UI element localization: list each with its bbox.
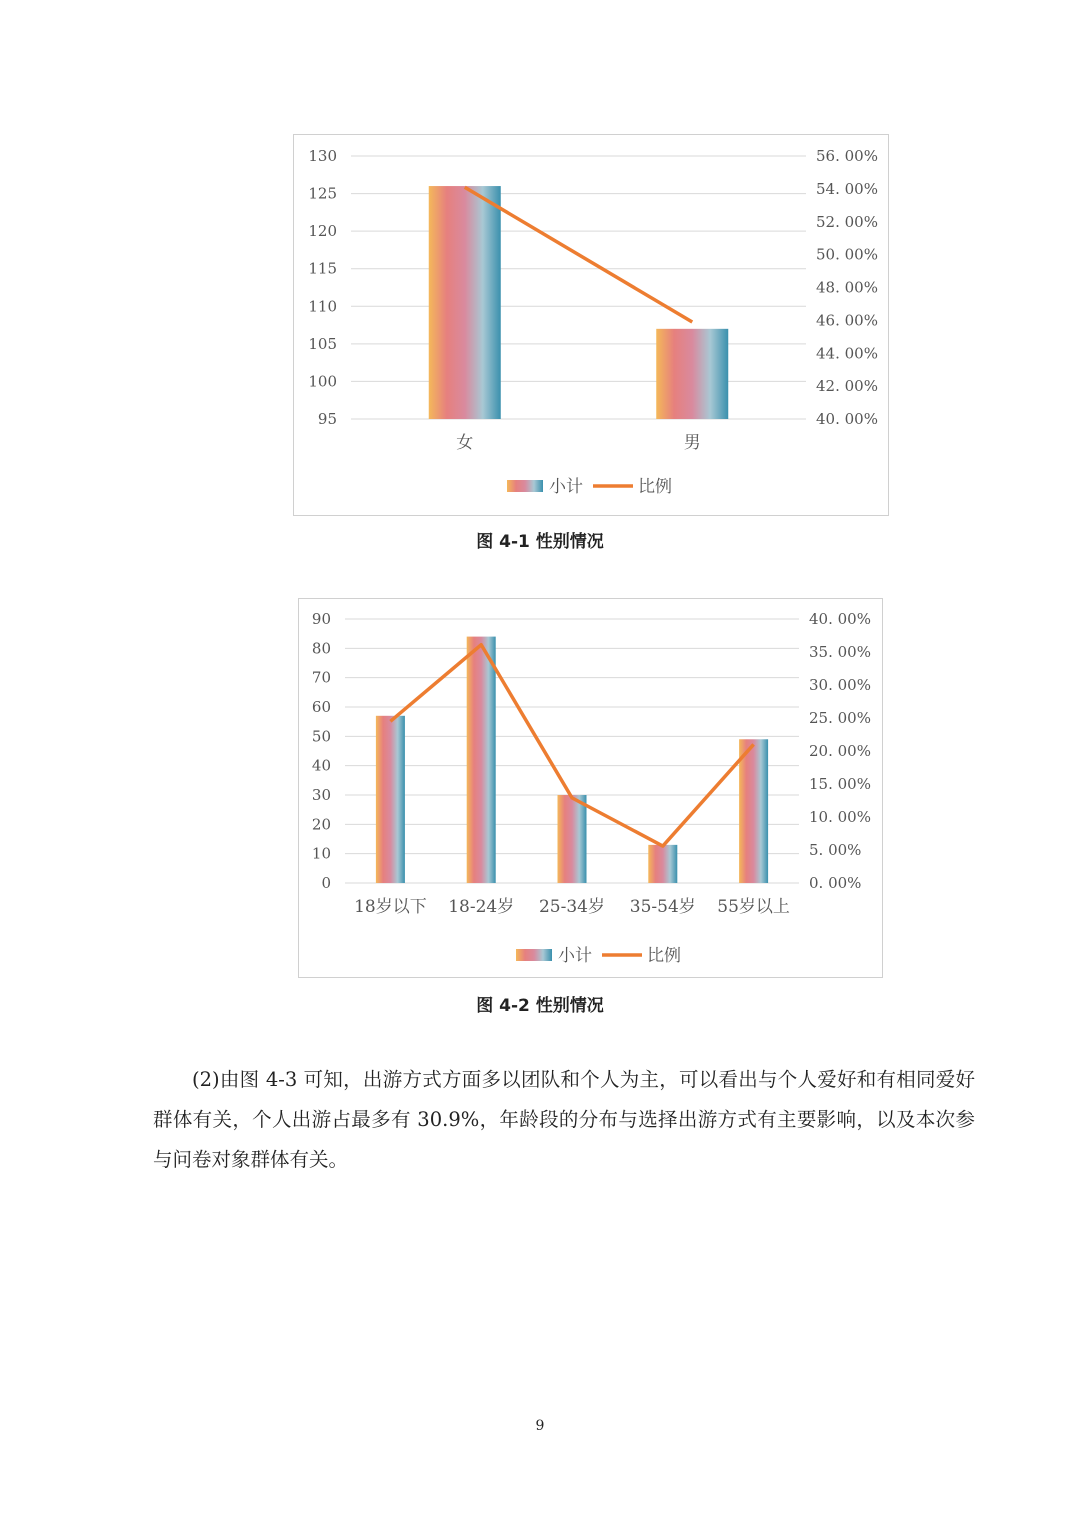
y-right-tick-label: 5. 00% <box>809 841 862 859</box>
x-tick-label: 女 <box>456 433 474 453</box>
figure-caption-4-2: 图 4-2 性别情况 <box>476 996 604 1016</box>
legend-bar-swatch <box>507 480 543 492</box>
y-left-tick-label: 120 <box>308 222 337 241</box>
y-left-tick-label: 90 <box>311 610 331 628</box>
bar <box>656 329 728 419</box>
bar <box>376 716 405 883</box>
y-left-tick-label: 70 <box>311 668 331 687</box>
y-left-tick-label: 130 <box>308 147 337 165</box>
chart-age-svg <box>299 599 884 979</box>
y-left-tick-label: 20 <box>311 815 331 834</box>
y-right-tick-label: 56. 00% <box>816 147 878 165</box>
y-right-tick-label: 10. 00% <box>809 808 871 826</box>
chart-gender-svg <box>294 135 890 517</box>
y-right-tick-label: 48. 00% <box>816 278 878 297</box>
y-right-tick-label: 15. 00% <box>809 775 871 793</box>
y-right-tick-label: 40. 00% <box>809 610 871 628</box>
bar <box>558 795 587 883</box>
y-left-tick-label: 100 <box>308 372 337 391</box>
y-right-tick-label: 46. 00% <box>816 311 878 330</box>
y-left-tick-label: 40 <box>311 756 331 775</box>
legend-label-line: 比例 <box>647 946 681 966</box>
y-right-tick-label: 40. 00% <box>816 410 878 428</box>
y-left-tick-label: 115 <box>308 259 337 278</box>
y-left-tick-label: 95 <box>317 410 337 428</box>
y-left-tick-label: 10 <box>311 844 331 863</box>
legend-label-bar: 小计 <box>558 946 592 966</box>
y-right-tick-label: 30. 00% <box>809 676 871 694</box>
body-paragraph: (2)由图 4-3 可知，出游方式方面多以团队和个人为主，可以看出与个人爱好和有相同爱好群体有关，个人出游占最多有 30.9%，年龄段的分布与选择出游方式有主要影响，以及本次参与问卷对象群体有关。 <box>153 1068 975 1171</box>
legend-bar-swatch <box>516 949 552 961</box>
y-right-tick-label: 50. 00% <box>816 245 878 264</box>
y-left-tick-label: 110 <box>308 297 337 316</box>
bar <box>739 739 768 883</box>
y-right-tick-label: 42. 00% <box>816 377 878 396</box>
y-left-tick-label: 60 <box>311 698 331 716</box>
y-right-tick-label: 25. 00% <box>809 709 871 727</box>
y-right-tick-label: 54. 00% <box>816 179 878 198</box>
y-right-tick-label: 44. 00% <box>816 344 878 363</box>
bar <box>467 637 496 883</box>
legend-label-line: 比例 <box>638 477 672 497</box>
y-left-tick-label: 105 <box>308 334 337 353</box>
x-tick-label: 35-54岁 <box>629 897 696 917</box>
x-tick-label: 55岁以上 <box>717 897 790 917</box>
x-tick-label: 18-24岁 <box>448 897 515 917</box>
y-left-tick-label: 50 <box>311 727 331 746</box>
y-left-tick-label: 125 <box>308 184 337 203</box>
y-right-tick-label: 52. 00% <box>816 212 878 231</box>
chart-age <box>298 598 883 978</box>
bar <box>648 845 677 883</box>
x-tick-label: 18岁以下 <box>354 897 427 917</box>
y-right-tick-label: 35. 00% <box>809 643 871 661</box>
chart-gender <box>293 134 889 516</box>
legend-label-bar: 小计 <box>549 477 583 497</box>
x-tick-label: 25-34岁 <box>538 897 606 917</box>
y-left-tick-label: 30 <box>311 786 331 804</box>
y-right-tick-label: 0. 00% <box>809 874 862 892</box>
y-right-tick-label: 20. 00% <box>809 742 871 760</box>
x-tick-label: 男 <box>683 433 701 453</box>
figure-caption-4-1: 图 4-1 性别情况 <box>476 532 604 552</box>
y-left-tick-label: 80 <box>311 639 331 658</box>
bar <box>429 186 501 419</box>
y-left-tick-label: 0 <box>321 874 331 892</box>
page-number: 9 <box>535 1418 545 1434</box>
